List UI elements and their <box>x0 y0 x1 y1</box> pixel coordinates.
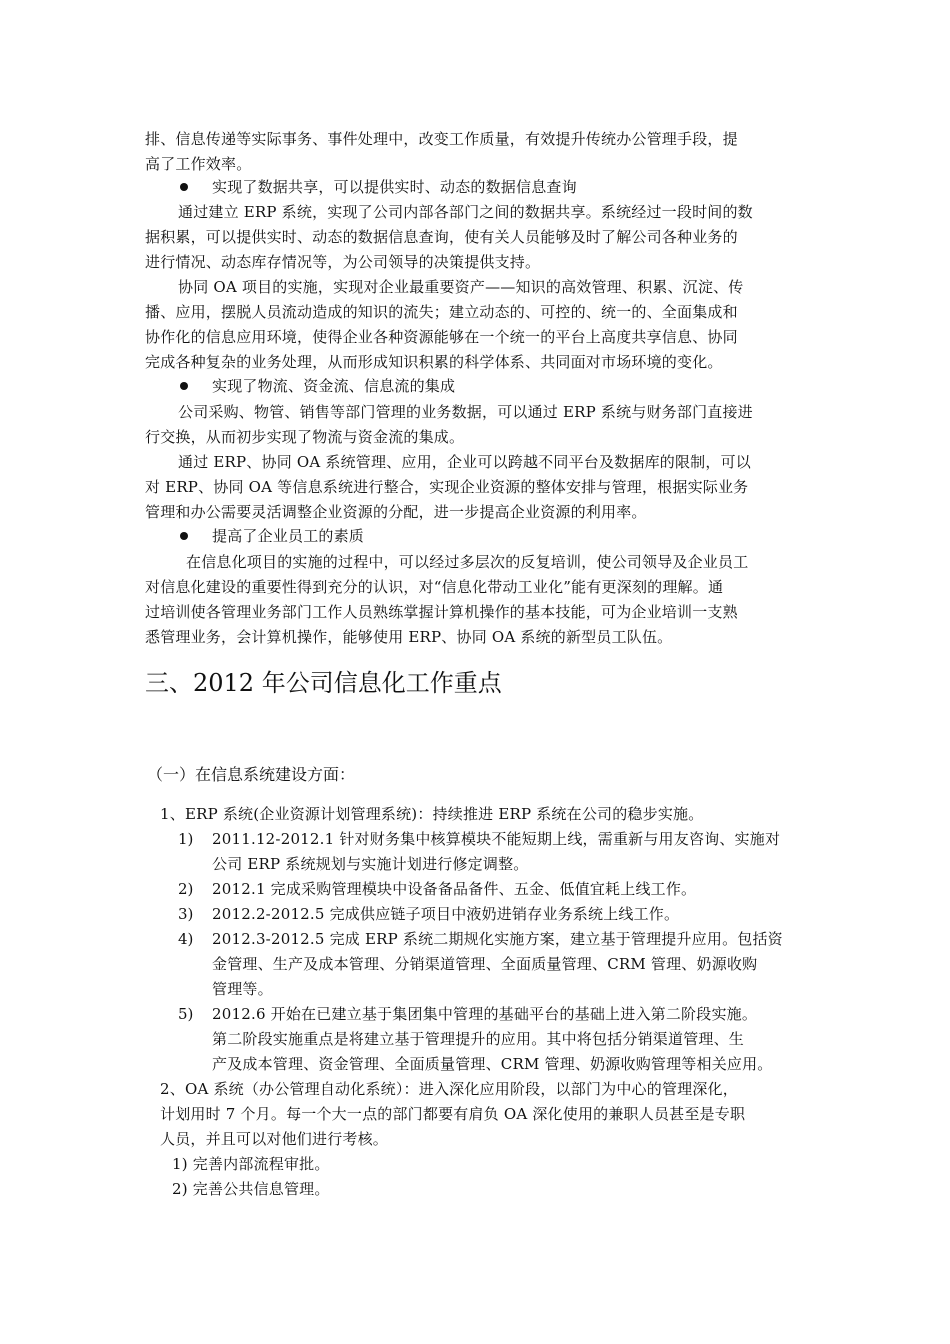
list-item-line: 公司 ERP 系统规划与实施计划进行修定调整。 <box>212 855 529 873</box>
list-number: 3) <box>178 905 194 923</box>
list-item-line: 2011.12-2012.1 针对财务集中核算模块不能短期上线，需重新与用友咨询、实施对 <box>212 830 781 848</box>
section-heading: 三、2012 年公司信息化工作重点 <box>145 669 502 697</box>
paragraph-line: 对信息化建设的重要性得到充分的认识，对“信息化带动工业化”能有更深刻的理解。通 <box>145 578 724 596</box>
paragraph-line: 完成各种复杂的业务处理，从而形成知识积累的科学体系、共同面对市场环境的变化。 <box>145 353 723 371</box>
list-number: 5) <box>178 1005 194 1023</box>
bullet-item: 实现了物流、资金流、信息流的集成 <box>212 377 456 395</box>
paragraph-line: 进行情况、动态库存情况等，为公司领导的决策提供支持。 <box>145 253 541 271</box>
paragraph-line: 悉管理业务，会计算机操作，能够使用 ERP、协同 OA 系统的新型员工队伍。 <box>145 628 673 646</box>
subsection-heading: （一）在信息系统建设方面： <box>147 765 356 784</box>
list-item-line: 2012.2-2012.5 完成供应链子项目中液奶进销存业务系统上线工作。 <box>212 905 680 923</box>
oa-list-item: 1) 完善内部流程审批。 <box>172 1155 330 1173</box>
list-item-line: 金管理、生产及成本管理、分销渠道管理、全面质量管理、CRM 管理、奶源收购 <box>212 955 758 973</box>
bullet-item: 提高了企业员工的素质 <box>212 527 365 545</box>
list-number: 1) <box>178 830 194 848</box>
oa-paragraph-line: 2、OA 系统（办公管理自动化系统）：进入深化应用阶段，以部门为中心的管理深化， <box>160 1080 738 1098</box>
paragraph-line: 管理和办公需要灵活调整企业资源的分配，进一步提高企业资源的利用率。 <box>145 503 647 521</box>
list-item-line: 管理等。 <box>212 980 273 998</box>
paragraph-line: 行交换，从而初步实现了物流与资金流的集成。 <box>145 428 465 446</box>
paragraph-line: 排、信息传递等实际事务、事件处理中，改变工作质量，有效提升传统办公管理手段，提 <box>145 130 738 148</box>
paragraph-line: 对 ERP、协同 OA 等信息系统进行整合，实现企业资源的整体安排与管理，根据实际业务 <box>145 478 749 496</box>
list-number: 2) <box>178 880 194 898</box>
list-item-line: 2012.3-2012.5 完成 ERP 系统二期规化实施方案，建立基于管理提升应用。包括资 <box>212 930 783 948</box>
paragraph-line: 据积累，可以提供实时、动态的数据信息查询，使有关人员能够及时了解公司各种业务的 <box>145 228 738 246</box>
list-number: 4) <box>178 930 194 948</box>
paragraph-line: 通过 ERP、协同 OA 系统管理、应用，企业可以跨越不同平台及数据库的限制，可以 <box>178 453 751 471</box>
paragraph-line: 高了工作效率。 <box>145 155 252 173</box>
oa-paragraph-line: 计划用时 7 个月。每一个大一点的部门都要有肩负 OA 深化使用的兼职人员甚至是专职 <box>160 1105 746 1123</box>
oa-paragraph-line: 人员，并且可以对他们进行考核。 <box>160 1130 389 1148</box>
bullet-icon <box>180 532 188 540</box>
paragraph-line: 协同 OA 项目的实施，实现对企业最重要资产——知识的高效管理、积累、沉淀、传 <box>178 278 744 296</box>
erp-title: 1、ERP 系统(企业资源计划管理系统)：持续推进 ERP 系统在公司的稳步实施。 <box>160 805 704 823</box>
paragraph-line: 通过建立 ERP 系统，实现了公司内部各部门之间的数据共享。系统经过一段时间的数 <box>178 203 753 221</box>
list-item-line: 第二阶段实施重点是将建立基于管理提升的应用。其中将包括分销渠道管理、生 <box>212 1030 745 1048</box>
bullet-icon <box>180 382 188 390</box>
paragraph-line: 在信息化项目的实施的过程中，可以经过多层次的反复培训，使公司领导及企业员工 <box>186 553 749 571</box>
list-item-line: 产及成本管理、资金管理、全面质量管理、CRM 管理、奶源收购管理等相关应用。 <box>212 1055 773 1073</box>
bullet-item: 实现了数据共享，可以提供实时、动态的数据信息查询 <box>212 178 577 196</box>
paragraph-line: 公司采购、物管、销售等部门管理的业务数据，可以通过 ERP 系统与财务部门直接进 <box>178 403 753 421</box>
paragraph-line: 协作化的信息应用环境，使得企业各种资源能够在一个统一的平台上高度共享信息、协同 <box>145 328 738 346</box>
paragraph-line: 播、应用，摆脱人员流动造成的知识的流失；建立动态的、可控的、统一的、全面集成和 <box>145 303 738 321</box>
bullet-icon <box>180 183 188 191</box>
list-item-line: 2012.1 完成采购管理模块中设备备品备件、五金、低值宜耗上线工作。 <box>212 880 697 898</box>
oa-list-item: 2) 完善公共信息管理。 <box>172 1180 330 1198</box>
list-item-line: 2012.6 开始在已建立基于集团集中管理的基础平台的基础上进入第二阶段实施。 <box>212 1005 758 1023</box>
paragraph-line: 过培训使各管理业务部门工作人员熟练掌握计算机操作的基本技能，可为企业培训一支熟 <box>145 603 738 621</box>
